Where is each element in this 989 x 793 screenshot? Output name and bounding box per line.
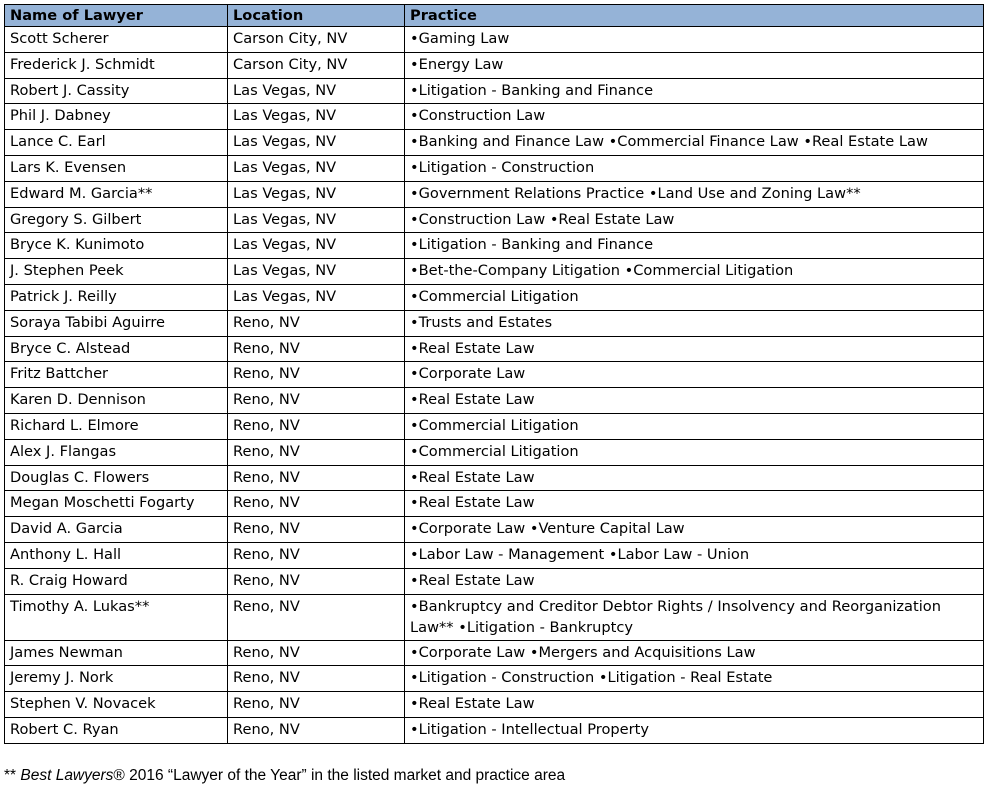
cell-practice: •Real Estate Law <box>405 491 984 517</box>
cell-location: Reno, NV <box>228 666 405 692</box>
cell-practice: •Commercial Litigation <box>405 439 984 465</box>
cell-practice: •Bankruptcy and Creditor Debtor Rights / Insolvency and Reorganization Law** •Litigation - Bankruptcy <box>405 594 984 640</box>
table-row <box>5 336 984 362</box>
table-body <box>5 27 984 744</box>
footnote <box>4 767 565 785</box>
cell-lawyer-name: R. Craig Howard <box>5 568 228 594</box>
cell-practice: •Bet-the-Company Litigation •Commercial Litigation <box>405 259 984 285</box>
table-row <box>5 78 984 104</box>
cell-lawyer-name: Bryce K. Kunimoto <box>5 233 228 259</box>
table-row <box>5 233 984 259</box>
table-row <box>5 594 984 640</box>
cell-lawyer-name: Lars K. Evensen <box>5 155 228 181</box>
cell-lawyer-name: Anthony L. Hall <box>5 542 228 568</box>
table-row <box>5 439 984 465</box>
cell-practice: •Litigation - Banking and Finance <box>405 233 984 259</box>
cell-lawyer-name: Robert J. Cassity <box>5 78 228 104</box>
cell-location: Las Vegas, NV <box>228 284 405 310</box>
table-row <box>5 465 984 491</box>
cell-practice: •Banking and Finance Law •Commercial Finance Law •Real Estate Law <box>405 130 984 156</box>
cell-location: Reno, NV <box>228 717 405 743</box>
table-row <box>5 388 984 414</box>
cell-location: Reno, NV <box>228 439 405 465</box>
table-row <box>5 640 984 666</box>
cell-practice: •Government Relations Practice •Land Use and Zoning Law** <box>405 181 984 207</box>
cell-practice: •Real Estate Law <box>405 568 984 594</box>
cell-practice: •Labor Law - Management •Labor Law - Union <box>405 542 984 568</box>
cell-lawyer-name: Scott Scherer <box>5 27 228 53</box>
cell-lawyer-name: Douglas C. Flowers <box>5 465 228 491</box>
cell-location: Reno, NV <box>228 692 405 718</box>
cell-location: Las Vegas, NV <box>228 78 405 104</box>
cell-location: Reno, NV <box>228 542 405 568</box>
table-row <box>5 666 984 692</box>
column-header-practice: Practice <box>405 5 984 27</box>
table-row <box>5 413 984 439</box>
table-row <box>5 491 984 517</box>
table-row <box>5 517 984 543</box>
table-row <box>5 130 984 156</box>
cell-lawyer-name: Bryce C. Alstead <box>5 336 228 362</box>
table-row <box>5 692 984 718</box>
cell-practice: •Litigation - Construction <box>405 155 984 181</box>
cell-lawyer-name: James Newman <box>5 640 228 666</box>
table-row <box>5 52 984 78</box>
column-header-location: Location <box>228 5 405 27</box>
cell-lawyer-name: Edward M. Garcia** <box>5 181 228 207</box>
table-row <box>5 259 984 285</box>
cell-location: Reno, NV <box>228 388 405 414</box>
cell-practice: •Gaming Law <box>405 27 984 53</box>
cell-location: Reno, NV <box>228 517 405 543</box>
table-row <box>5 181 984 207</box>
cell-location: Reno, NV <box>228 413 405 439</box>
cell-lawyer-name: Jeremy J. Nork <box>5 666 228 692</box>
cell-practice: •Trusts and Estates <box>405 310 984 336</box>
cell-practice: •Construction Law <box>405 104 984 130</box>
cell-practice: •Litigation - Intellectual Property <box>405 717 984 743</box>
cell-lawyer-name: Phil J. Dabney <box>5 104 228 130</box>
cell-location: Reno, NV <box>228 310 405 336</box>
table-row <box>5 284 984 310</box>
cell-lawyer-name: Soraya Tabibi Aguirre <box>5 310 228 336</box>
cell-lawyer-name: Stephen V. Novacek <box>5 692 228 718</box>
cell-location: Reno, NV <box>228 568 405 594</box>
table-row <box>5 207 984 233</box>
cell-location: Reno, NV <box>228 594 405 640</box>
cell-location: Las Vegas, NV <box>228 259 405 285</box>
table-header-row <box>5 5 984 27</box>
table-row <box>5 717 984 743</box>
cell-lawyer-name: Lance C. Earl <box>5 130 228 156</box>
cell-practice: •Corporate Law •Venture Capital Law <box>405 517 984 543</box>
cell-location: Reno, NV <box>228 491 405 517</box>
cell-location: Las Vegas, NV <box>228 155 405 181</box>
cell-practice: •Litigation - Banking and Finance <box>405 78 984 104</box>
cell-practice: •Real Estate Law <box>405 692 984 718</box>
cell-lawyer-name: Gregory S. Gilbert <box>5 207 228 233</box>
cell-location: Las Vegas, NV <box>228 130 405 156</box>
table-row <box>5 27 984 53</box>
cell-lawyer-name: Frederick J. Schmidt <box>5 52 228 78</box>
table-row <box>5 104 984 130</box>
cell-location: Reno, NV <box>228 465 405 491</box>
cell-practice: •Energy Law <box>405 52 984 78</box>
cell-practice: •Real Estate Law <box>405 465 984 491</box>
cell-practice: •Corporate Law <box>405 362 984 388</box>
table-row <box>5 310 984 336</box>
cell-practice: •Corporate Law •Mergers and Acquisitions Law <box>405 640 984 666</box>
cell-practice: •Commercial Litigation <box>405 284 984 310</box>
cell-lawyer-name: Megan Moschetti Fogarty <box>5 491 228 517</box>
cell-lawyer-name: David A. Garcia <box>5 517 228 543</box>
table-row <box>5 362 984 388</box>
cell-location: Las Vegas, NV <box>228 233 405 259</box>
cell-location: Las Vegas, NV <box>228 104 405 130</box>
cell-location: Reno, NV <box>228 362 405 388</box>
cell-location: Reno, NV <box>228 336 405 362</box>
column-header-name: Name of Lawyer <box>5 5 228 27</box>
cell-lawyer-name: Alex J. Flangas <box>5 439 228 465</box>
footnote-marker: ** <box>4 767 21 784</box>
footnote-text: ® 2016 “Lawyer of the Year” in the listed market and practice area <box>113 767 566 784</box>
lawyers-table <box>4 4 984 744</box>
cell-lawyer-name: Richard L. Elmore <box>5 413 228 439</box>
table-row <box>5 568 984 594</box>
cell-practice: •Commercial Litigation <box>405 413 984 439</box>
table-row <box>5 542 984 568</box>
footnote-brand: Best Lawyers <box>20 767 114 784</box>
cell-lawyer-name: Robert C. Ryan <box>5 717 228 743</box>
cell-lawyer-name: Timothy A. Lukas** <box>5 594 228 640</box>
cell-practice: •Real Estate Law <box>405 388 984 414</box>
cell-location: Las Vegas, NV <box>228 207 405 233</box>
table-row <box>5 155 984 181</box>
cell-practice: •Litigation - Construction •Litigation - Real Estate <box>405 666 984 692</box>
cell-location: Las Vegas, NV <box>228 181 405 207</box>
cell-location: Carson City, NV <box>228 27 405 53</box>
cell-location: Carson City, NV <box>228 52 405 78</box>
cell-practice: •Real Estate Law <box>405 336 984 362</box>
cell-lawyer-name: Patrick J. Reilly <box>5 284 228 310</box>
cell-location: Reno, NV <box>228 640 405 666</box>
cell-practice: •Construction Law •Real Estate Law <box>405 207 984 233</box>
cell-lawyer-name: Fritz Battcher <box>5 362 228 388</box>
cell-lawyer-name: J. Stephen Peek <box>5 259 228 285</box>
cell-lawyer-name: Karen D. Dennison <box>5 388 228 414</box>
